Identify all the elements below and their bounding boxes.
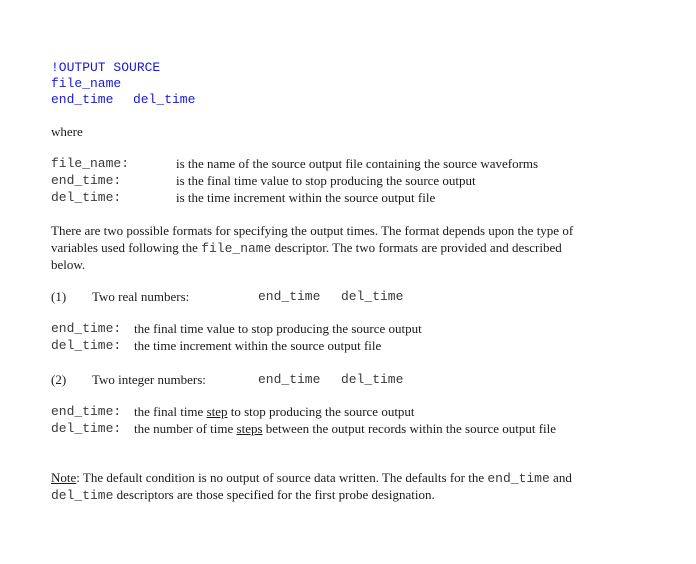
intro-text: variables used following the <box>51 240 202 255</box>
intro-line-3: below. <box>51 257 86 272</box>
command-arg-end-time: end_time <box>51 92 114 107</box>
item-underlined-word: steps <box>236 421 263 436</box>
definition-description: is the name of the source output file containing the source waveforms <box>176 156 539 171</box>
format-1-item-description: the final time value to stop producing the source output <box>134 321 422 336</box>
format-1-item-term: del_time: <box>51 338 122 353</box>
intro-line-1: There are two possible formats for specifying the output times. The format depends upon the type of <box>51 223 574 238</box>
format-1-code-end-time: end_time <box>258 289 321 304</box>
format-1-code-del-time: del_time <box>341 289 404 304</box>
format-1-label: Two real numbers: <box>92 289 190 304</box>
command-arg-del-time: del_time <box>133 92 196 107</box>
format-1-item-description: the time increment within the source output file <box>134 338 382 353</box>
note-code-end-time: end_time <box>487 471 550 486</box>
definition-term: end_time: <box>51 173 122 188</box>
note-line-1 <box>51 470 572 486</box>
note-line-2 <box>51 487 435 503</box>
format-1-item-term: end_time: <box>51 321 122 336</box>
format-1-number: (1) <box>51 289 67 304</box>
note-text: : The default condition is no output of source data written. The defaults for the <box>76 470 488 485</box>
item-text: the final time <box>134 404 207 419</box>
definition-term: file_name: <box>51 156 130 171</box>
format-2-number: (2) <box>51 372 67 387</box>
item-text: the number of time <box>134 421 237 436</box>
intro-text: descriptor. The two formats are provided and described <box>271 240 562 255</box>
note-text: descriptors are those specified for the first probe designation. <box>113 487 435 502</box>
format-2-label: Two integer numbers: <box>92 372 206 387</box>
format-2-item-term: del_time: <box>51 421 122 436</box>
note-label: Note <box>51 470 77 485</box>
intro-line-2 <box>51 240 562 256</box>
command-arg-file-name: file_name <box>51 76 122 91</box>
intro-code-file-name: file_name <box>201 241 272 256</box>
format-2-item-term: end_time: <box>51 404 122 419</box>
note-code-del-time: del_time <box>51 488 114 503</box>
note-text: and <box>549 470 572 485</box>
format-2-item-description <box>134 421 556 437</box>
definition-description: is the time increment within the source output file <box>176 190 436 205</box>
format-2-code-del-time: del_time <box>341 372 404 387</box>
item-text: between the output records within the source output file <box>262 421 557 436</box>
format-2-code-end-time: end_time <box>258 372 321 387</box>
item-underlined-word: step <box>206 404 228 419</box>
command-keyword: !OUTPUT SOURCE <box>51 60 161 75</box>
format-2-item-description <box>134 404 415 420</box>
item-text: to stop producing the source output <box>227 404 415 419</box>
definition-term: del_time: <box>51 190 122 205</box>
where-label: where <box>51 124 83 139</box>
definition-description: is the final time value to stop producing the source output <box>176 173 476 188</box>
